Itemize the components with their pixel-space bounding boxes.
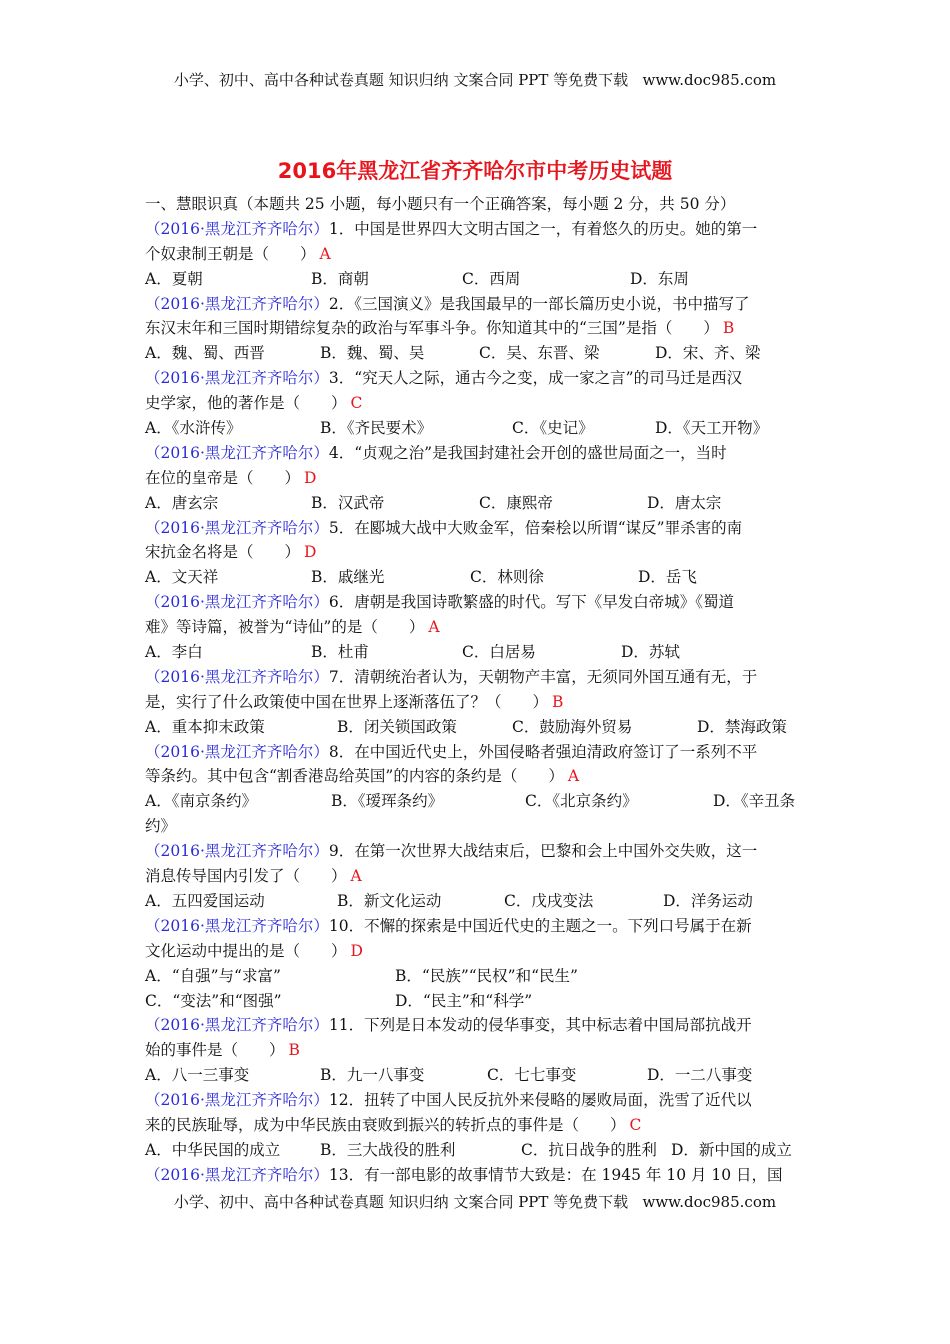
question-stem-line xyxy=(145,1113,807,1138)
option-C: C．林则徐 xyxy=(470,568,544,587)
option-B: B．戚继光 xyxy=(311,568,385,587)
question-source: （2016·黑龙江齐齐哈尔） xyxy=(145,1165,329,1184)
question-source: （2016·黑龙江齐齐哈尔） xyxy=(145,294,329,313)
option-C: C．“变法”和“图强” xyxy=(145,991,282,1010)
question-stem-line xyxy=(145,316,807,341)
options-row xyxy=(145,640,807,665)
options-row xyxy=(145,715,807,740)
options-row xyxy=(145,491,807,516)
question-stem-line xyxy=(145,441,807,466)
option-A: A．《水浒传》 xyxy=(145,419,242,438)
question-6 xyxy=(145,590,807,665)
question-text: 1．中国是世界四大文明古国之一，有着悠久的历史。她的第一 xyxy=(328,219,758,238)
question-12 xyxy=(145,1088,807,1163)
question-stem-line xyxy=(145,665,807,690)
question-text: 宋抗金名将是（ ） xyxy=(145,543,301,562)
option-D: D．《天工开物》 xyxy=(655,419,769,438)
question-source: （2016·黑龙江齐齐哈尔） xyxy=(145,369,329,388)
question-source: （2016·黑龙江齐齐哈尔） xyxy=(145,1091,329,1110)
question-text: 等条约。其中包含“割香港岛给英国”的内容的条约是（ ） xyxy=(145,767,564,786)
question-stem-line xyxy=(145,242,807,267)
option-A: A．魏、蜀、西晋 xyxy=(145,344,265,363)
option-C: C．西周 xyxy=(462,269,521,288)
option-C: C．《北京条约》 xyxy=(525,792,638,811)
option-D: D．一二八事变 xyxy=(647,1066,753,1085)
option-D: D．“民主”和“科学” xyxy=(395,991,533,1010)
option-C: C．《史记》 xyxy=(512,419,594,438)
question-text: 消息传导国内引发了（ ） xyxy=(145,867,347,886)
question-stem-line xyxy=(145,939,807,964)
option-B: B．闭关锁国政策 xyxy=(337,717,457,736)
option-B: B．三大战役的胜利 xyxy=(320,1140,456,1159)
options-row xyxy=(145,964,807,989)
question-source: （2016·黑龙江齐齐哈尔） xyxy=(145,842,329,861)
question-stem-line xyxy=(145,914,807,939)
option-D: D．洋务运动 xyxy=(663,891,753,910)
option-A: A．八一三事变 xyxy=(145,1066,250,1085)
question-text: 8．在中国近代史上，外国侵略者强迫清政府签订了一系列不平 xyxy=(328,742,758,761)
options-row xyxy=(145,789,807,814)
question-source: （2016·黑龙江齐齐哈尔） xyxy=(145,443,329,462)
question-stem-line xyxy=(145,839,807,864)
option-B: B．魏、蜀、吴 xyxy=(320,344,425,363)
question-text: 在位的皇帝是（ ） xyxy=(145,468,301,487)
page-header: 小学、初中、高中各种试卷真题 知识归纳 文案合同 PPT 等免费下载 www.doc985.com xyxy=(173,71,777,89)
question-text: 10．不懈的探索是中国近代史的主题之一。下列口号属于在新 xyxy=(328,916,752,935)
option-B: B．汉武帝 xyxy=(311,493,385,512)
question-stem-line xyxy=(145,590,807,615)
answer-key: C xyxy=(350,394,363,413)
options-row xyxy=(145,267,807,292)
option-D: D．新中国的成立 xyxy=(671,1140,792,1159)
answer-key: A xyxy=(350,867,362,886)
answer-key: D xyxy=(350,941,363,960)
question-source: （2016·黑龙江齐齐哈尔） xyxy=(145,1016,329,1035)
question-list xyxy=(145,192,807,1188)
question-text: 7．清朝统治者认为，天朝物产丰富，无须同外国互通有无，于 xyxy=(328,667,758,686)
option-B: B．《瑷珲条约》 xyxy=(331,792,444,811)
question-stem-line xyxy=(145,615,807,640)
option-C: C．七七事变 xyxy=(487,1066,577,1085)
question-source: （2016·黑龙江齐齐哈尔） xyxy=(145,916,329,935)
options-row xyxy=(145,889,807,914)
question-text: 是，实行了什么政策使中国在世界上逐渐落伍了？（ ） xyxy=(145,692,549,711)
options-row xyxy=(145,1063,807,1088)
option-D: D．东周 xyxy=(630,269,689,288)
question-text: 5．在郾城大战中大败金军，倍秦桧以所谓“谋反”罪杀害的南 xyxy=(328,518,743,537)
question-text: 3．“究天人之际，通古今之变，成一家之言”的司马迁是西汉 xyxy=(328,369,743,388)
question-stem-line xyxy=(145,764,807,789)
answer-key: A xyxy=(428,618,440,637)
answer-key: B xyxy=(288,1041,300,1060)
options-row xyxy=(145,989,807,1014)
question-stem-line xyxy=(145,1163,807,1188)
question-stem-line xyxy=(145,740,807,765)
option-C: C．抗日战争的胜利 xyxy=(521,1140,657,1159)
question-13 xyxy=(145,1163,807,1188)
answer-key: B xyxy=(722,319,735,338)
question-2 xyxy=(145,292,807,367)
option-A: A．“自强”与“求富” xyxy=(145,966,281,985)
question-text: 13．有一部电影的故事情节大致是：在 1945 年 10 月 10 日，国 xyxy=(328,1165,783,1184)
question-text: 2．《三国演义》是我国最早的一部长篇历史小说，书中描写了 xyxy=(328,294,750,313)
question-3 xyxy=(145,366,807,441)
option-C: C．戊戌变法 xyxy=(504,891,594,910)
option-A: A．李白 xyxy=(145,643,203,662)
option-B: B．九一八事变 xyxy=(320,1066,425,1085)
option-A: A．重本抑末政策 xyxy=(145,717,265,736)
option-B: B．“民族”“民权”和“民生” xyxy=(395,966,578,985)
question-text: 史学家，他的著作是（ ） xyxy=(145,394,347,413)
question-text: 始的事件是（ ） xyxy=(145,1041,285,1060)
question-source: （2016·黑龙江齐齐哈尔） xyxy=(145,219,329,238)
option-C: C．康熙帝 xyxy=(479,493,553,512)
question-text: 6．唐朝是我国诗歌繁盛的时代。写下《早发白帝城》《蜀道 xyxy=(328,593,734,612)
option-A: A．文天祥 xyxy=(145,568,219,587)
options-row xyxy=(145,565,807,590)
option-C: C．鼓励海外贸易 xyxy=(512,717,633,736)
question-stem-line xyxy=(145,690,807,715)
option-B: B．商朝 xyxy=(311,269,369,288)
question-9 xyxy=(145,839,807,914)
question-stem-line xyxy=(145,1038,807,1063)
question-8 xyxy=(145,740,807,840)
options-row xyxy=(145,416,807,441)
question-stem-line xyxy=(145,366,807,391)
options-row xyxy=(145,1138,807,1163)
option-C: C．白居易 xyxy=(462,643,536,662)
question-stem-line xyxy=(145,391,807,416)
option-A: A．中华民国的成立 xyxy=(145,1140,281,1159)
answer-key: D xyxy=(304,543,317,562)
question-7 xyxy=(145,665,807,740)
question-stem-line xyxy=(145,1088,807,1113)
answer-key: B xyxy=(552,692,564,711)
question-source: （2016·黑龙江齐齐哈尔） xyxy=(145,593,329,612)
question-5 xyxy=(145,516,807,591)
question-text: 4．“贞观之治”是我国封建社会开创的盛世局面之一，当时 xyxy=(328,443,727,462)
option-B: B．杜甫 xyxy=(311,643,369,662)
answer-key: A xyxy=(319,244,331,263)
options-row xyxy=(145,341,807,366)
question-source: （2016·黑龙江齐齐哈尔） xyxy=(145,518,329,537)
question-stem-line xyxy=(145,217,807,242)
question-10 xyxy=(145,914,807,1014)
question-text: 9．在第一次世界大战结束后，巴黎和会上中国外交失败，这一 xyxy=(328,842,758,861)
option-D: D．苏轼 xyxy=(621,643,680,662)
option-A: A．五四爱国运动 xyxy=(145,891,265,910)
question-stem-line xyxy=(145,466,807,491)
question-stem-line xyxy=(145,516,807,541)
question-stem-line xyxy=(145,292,807,317)
option-continuation: 约》 xyxy=(145,817,177,836)
option-B: B．新文化运动 xyxy=(337,891,442,910)
question-source: （2016·黑龙江齐齐哈尔） xyxy=(145,742,329,761)
option-D: D．岳飞 xyxy=(638,568,697,587)
question-text: 难》等诗篇，被誉为“诗仙”的是（ ） xyxy=(145,618,425,637)
option-A: A．唐玄宗 xyxy=(145,493,219,512)
question-4 xyxy=(145,441,807,516)
page-footer: 小学、初中、高中各种试卷真题 知识归纳 文案合同 PPT 等免费下载 www.doc985.com xyxy=(173,1193,777,1211)
question-stem-line xyxy=(145,1013,807,1038)
option-A: A．《南京条约》 xyxy=(145,792,257,811)
option-D: D．唐太宗 xyxy=(647,493,722,512)
answer-key: A xyxy=(567,767,580,786)
question-text: 文化运动中提出的是（ ） xyxy=(145,941,347,960)
option-A: A．夏朝 xyxy=(145,269,203,288)
question-stem-line xyxy=(145,540,807,565)
question-source: （2016·黑龙江齐齐哈尔） xyxy=(145,667,329,686)
answer-key: D xyxy=(304,468,317,487)
question-1 xyxy=(145,217,807,292)
question-text: 11．下列是日本发动的侵华事变，其中标志着中国局部抗战开 xyxy=(328,1016,752,1035)
answer-key: C xyxy=(629,1115,642,1134)
question-text: 东汉末年和三国时期错综复杂的政治与军事斗争。你知道其中的“三国”是指（ ） xyxy=(145,319,719,338)
section-heading: 一、慧眼识真（本题共 25 小题，每小题只有一个正确答案，每小题 2 分，共 50 分） xyxy=(145,195,736,213)
question-text: 12．扭转了中国人民反抗外来侵略的屡败局面，洗雪了近代以 xyxy=(328,1091,752,1110)
question-text: 个奴隶制王朝是（ ） xyxy=(145,244,316,263)
option-B: B．《齐民要术》 xyxy=(320,419,433,438)
option-D: D．《辛丑条 xyxy=(713,792,796,811)
question-11 xyxy=(145,1013,807,1088)
option-D: D．禁海政策 xyxy=(697,717,787,736)
option-D: D．宋、齐、梁 xyxy=(655,344,761,363)
question-stem-line xyxy=(145,864,807,889)
option-C: C．吴、东晋、梁 xyxy=(479,344,600,363)
question-text: 来的民族耻辱，成为中华民族由衰败到振兴的转折点的事件是（ ） xyxy=(145,1115,626,1134)
page-title: 2016年黑龙江省齐齐哈尔市中考历史试题 xyxy=(277,159,673,183)
